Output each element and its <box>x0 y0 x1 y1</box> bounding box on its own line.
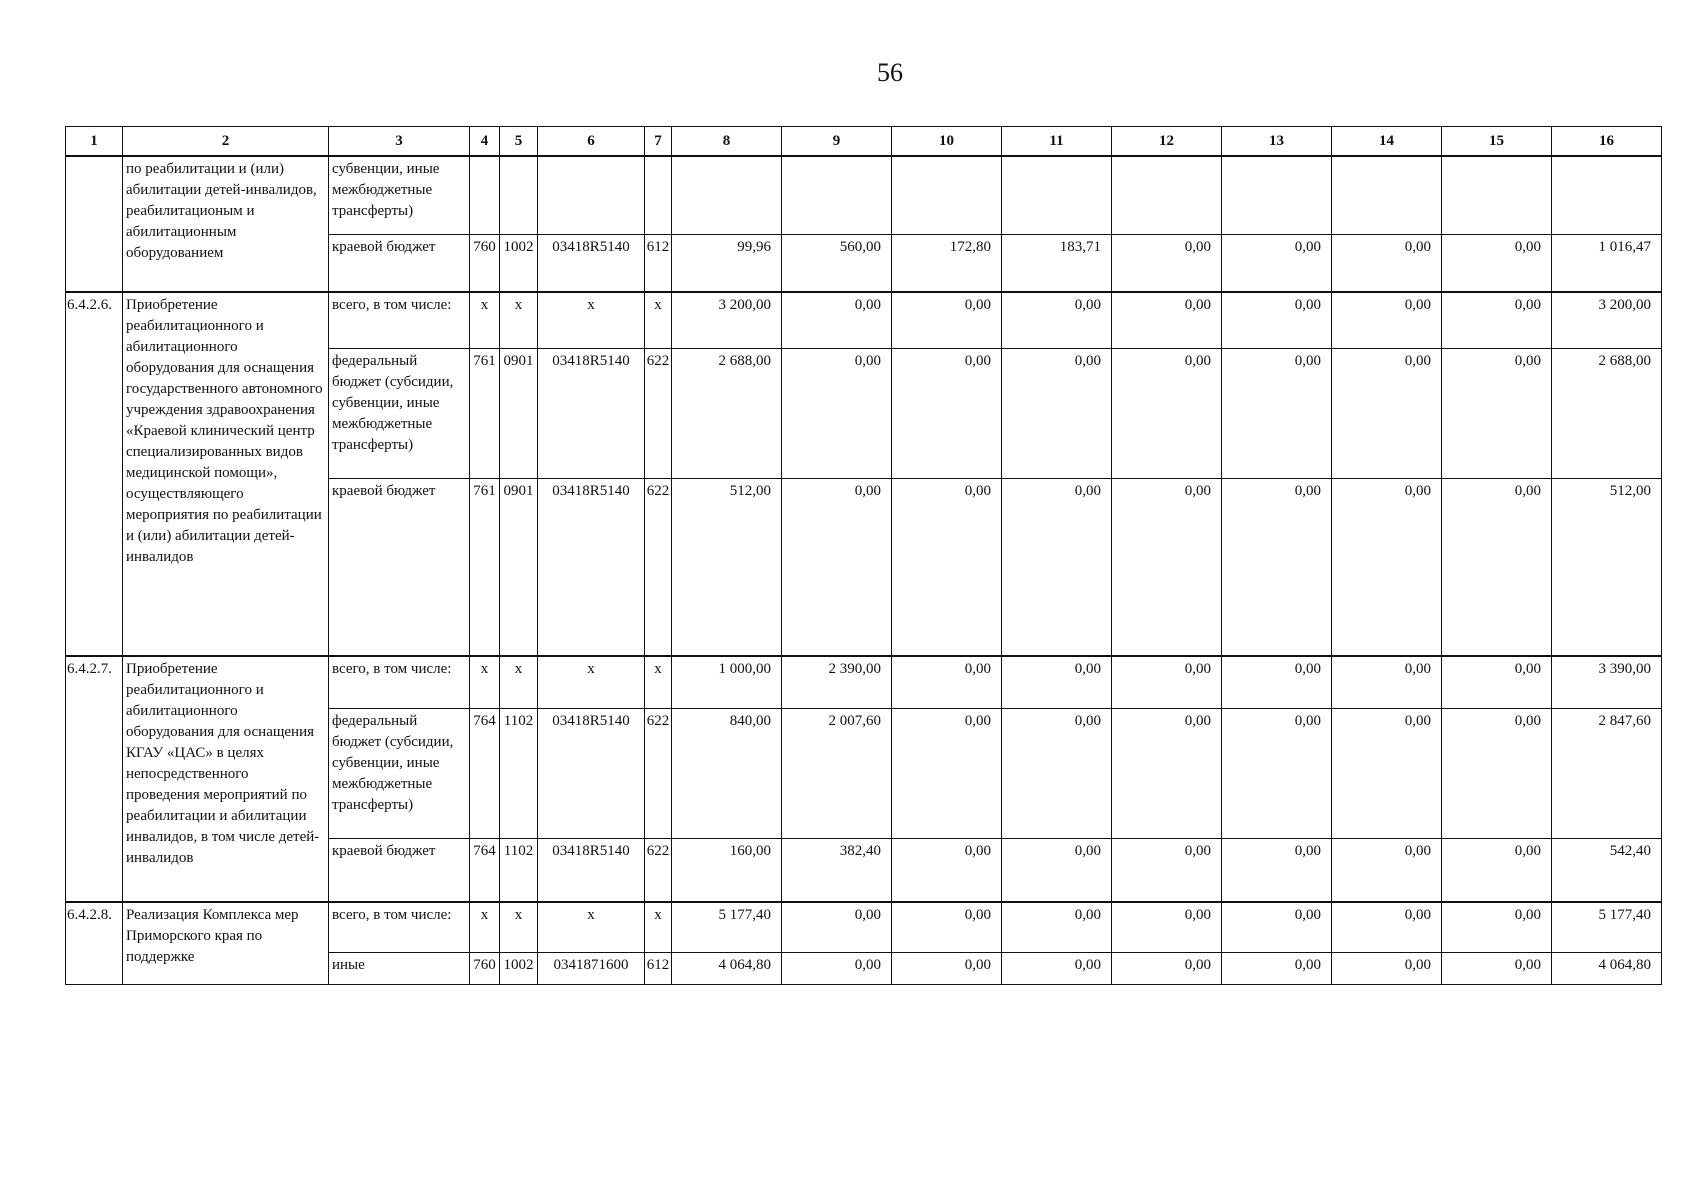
budget-code-c5: 1102 <box>500 838 538 902</box>
funding-source: федеральный бюджет (субсидии, субвенции, иные межбюджетные трансферты) <box>329 348 470 478</box>
column-number-row <box>66 127 1662 157</box>
budget-code-c6: 0341871600 <box>538 952 645 984</box>
budget-code-c7: 622 <box>645 708 672 838</box>
amount-cell: 0,00 <box>1002 478 1112 656</box>
amount-cell: 0,00 <box>1332 234 1442 292</box>
amount-cell: 0,00 <box>892 952 1002 984</box>
amount-cell: 0,00 <box>892 478 1002 656</box>
table-row <box>66 156 1662 234</box>
budget-code-c4: 764 <box>470 838 500 902</box>
amount-cell: 0,00 <box>782 292 892 348</box>
column-header: 2 <box>123 127 329 157</box>
funding-source: всего, в том числе: <box>329 902 470 952</box>
budget-code-c4: 761 <box>470 478 500 656</box>
amount-cell: 2 847,60 <box>1552 708 1662 838</box>
amount-cell: 0,00 <box>1222 234 1332 292</box>
amount-cell: 183,71 <box>1002 234 1112 292</box>
amount-cell: 0,00 <box>1442 952 1552 984</box>
column-header: 7 <box>645 127 672 157</box>
amount-cell: 4 064,80 <box>672 952 782 984</box>
amount-cell: 0,00 <box>1222 478 1332 656</box>
amount-cell: 560,00 <box>782 234 892 292</box>
item-name: Приобретение реабилитационного и абилитационного оборудования для оснащения КГАУ «ЦАС» в целях непосредственного проведения мероприятий по реабилитации и абилитации инвалидов, в том числе детей-инвалидов <box>123 656 329 902</box>
budget-code-c6: 03418R5140 <box>538 234 645 292</box>
column-header: 14 <box>1332 127 1442 157</box>
table-body <box>66 156 1662 984</box>
amount-cell: 5 177,40 <box>672 902 782 952</box>
funding-source: всего, в том числе: <box>329 656 470 708</box>
item-code <box>66 156 123 292</box>
amount-cell: 2 390,00 <box>782 656 892 708</box>
amount-cell: 0,00 <box>1442 292 1552 348</box>
budget-code-c7: х <box>645 902 672 952</box>
budget-code-c4: х <box>470 656 500 708</box>
amount-cell: 0,00 <box>782 348 892 478</box>
budget-code-c5: х <box>500 292 538 348</box>
budget-code-c7: х <box>645 656 672 708</box>
column-header: 8 <box>672 127 782 157</box>
amount-cell: 0,00 <box>1112 234 1222 292</box>
amount-cell: 0,00 <box>1442 348 1552 478</box>
budget-code-c5: 0901 <box>500 478 538 656</box>
amount-cell: 0,00 <box>1002 902 1112 952</box>
amount-cell <box>892 156 1002 234</box>
amount-cell: 0,00 <box>1222 656 1332 708</box>
amount-cell: 0,00 <box>1222 952 1332 984</box>
amount-cell: 3 390,00 <box>1552 656 1662 708</box>
budget-code-c5: 0901 <box>500 348 538 478</box>
item-name: Приобретение реабилитационного и абилитационного оборудования для оснащения государственного автономного учреждения здравоохранения «Краевой клинический центр специализированных видов медицинской помощи», осуществляющего мероприятия по реабилитации и (или) абилитации детей-инвалидов <box>123 292 329 656</box>
amount-cell: 0,00 <box>892 656 1002 708</box>
amount-cell: 0,00 <box>1332 902 1442 952</box>
column-header: 11 <box>1002 127 1112 157</box>
budget-code-c4: х <box>470 292 500 348</box>
amount-cell: 0,00 <box>1002 656 1112 708</box>
budget-table <box>65 126 1662 985</box>
column-header: 16 <box>1552 127 1662 157</box>
amount-cell: 0,00 <box>1002 838 1112 902</box>
amount-cell: 840,00 <box>672 708 782 838</box>
amount-cell: 0,00 <box>1112 478 1222 656</box>
amount-cell: 0,00 <box>782 902 892 952</box>
amount-cell: 0,00 <box>892 292 1002 348</box>
funding-source: федеральный бюджет (субсидии, субвенции, иные межбюджетные трансферты) <box>329 708 470 838</box>
budget-code-c7: 612 <box>645 234 672 292</box>
amount-cell <box>1552 156 1662 234</box>
amount-cell: 0,00 <box>1442 656 1552 708</box>
amount-cell: 0,00 <box>1112 292 1222 348</box>
table-row <box>66 292 1662 348</box>
column-header: 13 <box>1222 127 1332 157</box>
amount-cell <box>1332 156 1442 234</box>
amount-cell: 512,00 <box>672 478 782 656</box>
budget-code-c4 <box>470 156 500 234</box>
amount-cell <box>1222 156 1332 234</box>
amount-cell: 0,00 <box>1112 656 1222 708</box>
budget-code-c7 <box>645 156 672 234</box>
amount-cell: 1 000,00 <box>672 656 782 708</box>
amount-cell: 0,00 <box>1002 708 1112 838</box>
amount-cell: 160,00 <box>672 838 782 902</box>
amount-cell: 2 688,00 <box>672 348 782 478</box>
amount-cell <box>782 156 892 234</box>
amount-cell <box>1112 156 1222 234</box>
budget-code-c5: х <box>500 902 538 952</box>
amount-cell: 0,00 <box>1002 348 1112 478</box>
item-code: 6.4.2.7. <box>66 656 123 902</box>
budget-code-c7: 622 <box>645 348 672 478</box>
amount-cell: 542,40 <box>1552 838 1662 902</box>
amount-cell: 0,00 <box>1332 952 1442 984</box>
budget-code-c5: 1002 <box>500 952 538 984</box>
amount-cell: 2 007,60 <box>782 708 892 838</box>
item-code: 6.4.2.8. <box>66 902 123 984</box>
funding-source: краевой бюджет <box>329 478 470 656</box>
amount-cell: 3 200,00 <box>1552 292 1662 348</box>
funding-source: субвенции, иные межбюджетные трансферты) <box>329 156 470 234</box>
budget-code-c4: 764 <box>470 708 500 838</box>
amount-cell: 0,00 <box>1332 478 1442 656</box>
amount-cell: 0,00 <box>892 902 1002 952</box>
amount-cell: 0,00 <box>1332 708 1442 838</box>
amount-cell: 0,00 <box>1332 838 1442 902</box>
budget-code-c6: 03418R5140 <box>538 708 645 838</box>
item-name: Реализация Комплекса мер Приморского края по поддержке <box>123 902 329 984</box>
funding-source: краевой бюджет <box>329 838 470 902</box>
amount-cell: 0,00 <box>1442 902 1552 952</box>
budget-code-c5: х <box>500 656 538 708</box>
amount-cell: 382,40 <box>782 838 892 902</box>
amount-cell: 3 200,00 <box>672 292 782 348</box>
amount-cell: 2 688,00 <box>1552 348 1662 478</box>
budget-code-c4: х <box>470 902 500 952</box>
funding-source: краевой бюджет <box>329 234 470 292</box>
amount-cell: 512,00 <box>1552 478 1662 656</box>
funding-source: всего, в том числе: <box>329 292 470 348</box>
column-header: 4 <box>470 127 500 157</box>
column-header: 9 <box>782 127 892 157</box>
amount-cell: 1 016,47 <box>1552 234 1662 292</box>
table-row <box>66 902 1662 952</box>
amount-cell: 0,00 <box>1112 708 1222 838</box>
amount-cell: 0,00 <box>1222 838 1332 902</box>
table-row <box>66 656 1662 708</box>
budget-code-c6: 03418R5140 <box>538 838 645 902</box>
amount-cell: 0,00 <box>1222 902 1332 952</box>
budget-code-c6: 03418R5140 <box>538 478 645 656</box>
column-header: 12 <box>1112 127 1222 157</box>
amount-cell: 0,00 <box>1002 292 1112 348</box>
column-header: 1 <box>66 127 123 157</box>
amount-cell: 0,00 <box>1222 348 1332 478</box>
amount-cell: 0,00 <box>892 708 1002 838</box>
amount-cell: 0,00 <box>1112 348 1222 478</box>
amount-cell: 0,00 <box>1112 838 1222 902</box>
funding-source: иные <box>329 952 470 984</box>
amount-cell: 0,00 <box>892 838 1002 902</box>
budget-code-c7: 622 <box>645 478 672 656</box>
amount-cell: 0,00 <box>1002 952 1112 984</box>
column-header: 15 <box>1442 127 1552 157</box>
budget-code-c5: 1002 <box>500 234 538 292</box>
budget-code-c6: 03418R5140 <box>538 348 645 478</box>
item-code: 6.4.2.6. <box>66 292 123 656</box>
amount-cell <box>672 156 782 234</box>
budget-code-c6: х <box>538 902 645 952</box>
amount-cell: 172,80 <box>892 234 1002 292</box>
amount-cell: 0,00 <box>1442 708 1552 838</box>
amount-cell: 0,00 <box>1332 656 1442 708</box>
budget-code-c7: 612 <box>645 952 672 984</box>
item-name: по реабилитации и (или) абилитации детей-инвалидов, реабилитационым и абилитационным оборудованием <box>123 156 329 292</box>
page-number: 56 <box>877 58 903 87</box>
amount-cell: 0,00 <box>1112 952 1222 984</box>
budget-code-c5 <box>500 156 538 234</box>
amount-cell <box>1002 156 1112 234</box>
amount-cell: 0,00 <box>782 478 892 656</box>
amount-cell <box>1442 156 1552 234</box>
budget-code-c7: 622 <box>645 838 672 902</box>
amount-cell: 0,00 <box>892 348 1002 478</box>
amount-cell: 0,00 <box>1442 838 1552 902</box>
column-header: 10 <box>892 127 1002 157</box>
amount-cell: 0,00 <box>1222 292 1332 348</box>
amount-cell: 4 064,80 <box>1552 952 1662 984</box>
budget-code-c4: 761 <box>470 348 500 478</box>
amount-cell: 5 177,40 <box>1552 902 1662 952</box>
amount-cell: 0,00 <box>1112 902 1222 952</box>
column-header: 6 <box>538 127 645 157</box>
budget-code-c5: 1102 <box>500 708 538 838</box>
column-header: 3 <box>329 127 470 157</box>
budget-code-c6 <box>538 156 645 234</box>
amount-cell: 0,00 <box>1442 234 1552 292</box>
amount-cell: 0,00 <box>782 952 892 984</box>
budget-code-c7: х <box>645 292 672 348</box>
budget-code-c6: х <box>538 656 645 708</box>
amount-cell: 0,00 <box>1222 708 1332 838</box>
budget-code-c4: 760 <box>470 234 500 292</box>
budget-code-c6: х <box>538 292 645 348</box>
amount-cell: 0,00 <box>1332 348 1442 478</box>
amount-cell: 0,00 <box>1332 292 1442 348</box>
column-header: 5 <box>500 127 538 157</box>
amount-cell: 0,00 <box>1442 478 1552 656</box>
amount-cell: 99,96 <box>672 234 782 292</box>
budget-code-c4: 760 <box>470 952 500 984</box>
